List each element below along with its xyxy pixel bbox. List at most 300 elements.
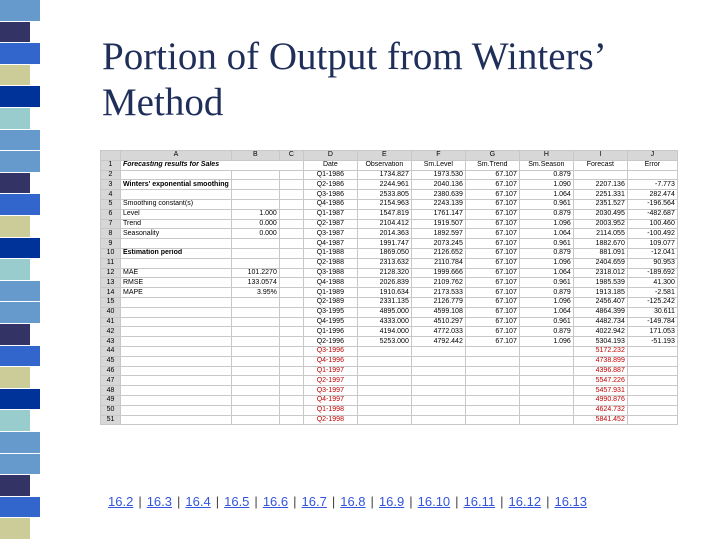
cell-a[interactable] (121, 376, 232, 386)
cell-j[interactable] (627, 356, 677, 366)
cell-d[interactable]: Q3-1997 (303, 386, 357, 396)
cell-b[interactable]: 133.0574 (231, 278, 279, 288)
cell-f[interactable]: 4792.442 (411, 337, 465, 347)
cell-d[interactable]: Q3-1987 (303, 229, 357, 239)
cell-e[interactable]: 2128.320 (357, 268, 411, 278)
cell-e[interactable]: Observation (357, 160, 411, 170)
cell-h[interactable]: 1.096 (519, 337, 573, 347)
cell-c[interactable] (279, 248, 303, 258)
cell-h[interactable]: 0.879 (519, 327, 573, 337)
row-header[interactable]: 15 (101, 297, 121, 307)
cell-j[interactable] (627, 415, 677, 425)
cell-e[interactable] (357, 376, 411, 386)
row-header[interactable]: 12 (101, 268, 121, 278)
cell-i[interactable]: 2003.952 (573, 219, 627, 229)
cell-g[interactable]: 67.107 (465, 209, 519, 219)
cell-g[interactable] (465, 366, 519, 376)
cell-g[interactable] (465, 376, 519, 386)
cell-a[interactable] (121, 366, 232, 376)
cell-c[interactable] (279, 395, 303, 405)
row-header[interactable]: 42 (101, 327, 121, 337)
cell-e[interactable]: 1991.747 (357, 239, 411, 249)
row-header[interactable]: 40 (101, 307, 121, 317)
cell-i[interactable]: 4624.732 (573, 405, 627, 415)
cell-i[interactable]: 1882.670 (573, 239, 627, 249)
cell-d[interactable]: Q4-1987 (303, 239, 357, 249)
cell-g[interactable]: 67.107 (465, 229, 519, 239)
cell-e[interactable] (357, 356, 411, 366)
cell-c[interactable] (279, 346, 303, 356)
cell-c[interactable] (279, 356, 303, 366)
row-header[interactable]: 48 (101, 386, 121, 396)
row-header[interactable]: 43 (101, 337, 121, 347)
cell-j[interactable] (627, 376, 677, 386)
cell-a[interactable] (121, 239, 232, 249)
cell-a[interactable] (121, 395, 232, 405)
cell-f[interactable]: 1999.666 (411, 268, 465, 278)
cell-b[interactable]: 3.95% (231, 288, 279, 298)
cell-i[interactable]: 2456.407 (573, 297, 627, 307)
cell-i[interactable]: 5547.226 (573, 376, 627, 386)
cell-d[interactable]: Q4-1997 (303, 395, 357, 405)
cell-i[interactable]: 2351.527 (573, 199, 627, 209)
cell-i[interactable]: 2404.659 (573, 258, 627, 268)
row-header[interactable]: 2 (101, 170, 121, 180)
cell-c[interactable] (279, 376, 303, 386)
cell-g[interactable]: 67.107 (465, 297, 519, 307)
cell-h[interactable] (519, 405, 573, 415)
cell-c[interactable] (279, 317, 303, 327)
cell-b[interactable]: 101.2270 (231, 268, 279, 278)
cell-c[interactable] (279, 366, 303, 376)
cell-d[interactable]: Q1-1997 (303, 366, 357, 376)
cell-j[interactable]: -125.242 (627, 297, 677, 307)
cell-c[interactable] (279, 180, 303, 190)
cell-f[interactable] (411, 395, 465, 405)
cell-e[interactable]: 4895.000 (357, 307, 411, 317)
cell-a[interactable] (121, 258, 232, 268)
cell-e[interactable] (357, 395, 411, 405)
section-link[interactable]: 16.11 (463, 494, 496, 509)
cell-h[interactable]: 0.961 (519, 317, 573, 327)
cell-d[interactable]: Q4-1986 (303, 199, 357, 209)
cell-c[interactable] (279, 288, 303, 298)
cell-i[interactable]: 5841.452 (573, 415, 627, 425)
cell-j[interactable] (627, 346, 677, 356)
cell-h[interactable]: 1.064 (519, 268, 573, 278)
cell-c[interactable] (279, 209, 303, 219)
cell-f[interactable] (411, 356, 465, 366)
cell-h[interactable]: 1.096 (519, 258, 573, 268)
cell-b[interactable] (231, 386, 279, 396)
cell-c[interactable] (279, 239, 303, 249)
row-header[interactable]: 49 (101, 395, 121, 405)
cell-f[interactable]: 1761.147 (411, 209, 465, 219)
cell-i[interactable]: 2030.495 (573, 209, 627, 219)
cell-c[interactable] (279, 337, 303, 347)
row-header[interactable]: 9 (101, 239, 121, 249)
cell-g[interactable] (465, 356, 519, 366)
cell-d[interactable]: Q4-1988 (303, 278, 357, 288)
cell-b[interactable] (231, 405, 279, 415)
cell-f[interactable]: Sm.Level (411, 160, 465, 170)
cell-d[interactable]: Q2-1987 (303, 219, 357, 229)
cell-j[interactable]: -196.564 (627, 199, 677, 209)
cell-d[interactable]: Q3-1988 (303, 268, 357, 278)
cell-c[interactable] (279, 219, 303, 229)
cell-f[interactable] (411, 386, 465, 396)
cell-b[interactable] (231, 297, 279, 307)
cell-j[interactable]: 90.953 (627, 258, 677, 268)
cell-f[interactable]: 4599.108 (411, 307, 465, 317)
cell-a[interactable] (121, 346, 232, 356)
row-header[interactable]: 51 (101, 415, 121, 425)
row-header[interactable]: 11 (101, 258, 121, 268)
cell-g[interactable] (465, 386, 519, 396)
cell-j[interactable]: -12.041 (627, 248, 677, 258)
cell-h[interactable] (519, 356, 573, 366)
section-link[interactable]: 16.7 (301, 494, 327, 509)
cell-a[interactable]: Winters' exponential smoothing (121, 180, 232, 190)
cell-d[interactable]: Q3-1995 (303, 307, 357, 317)
cell-j[interactable]: 171.053 (627, 327, 677, 337)
cell-g[interactable]: 67.107 (465, 278, 519, 288)
cell-e[interactable] (357, 405, 411, 415)
cell-c[interactable] (279, 229, 303, 239)
cell-i[interactable]: 2114.055 (573, 229, 627, 239)
cell-g[interactable] (465, 415, 519, 425)
cell-b[interactable] (231, 366, 279, 376)
cell-g[interactable]: 67.107 (465, 268, 519, 278)
cell-f[interactable]: 2380.639 (411, 190, 465, 200)
cell-h[interactable]: Sm.Season (519, 160, 573, 170)
cell-f[interactable]: 1973.530 (411, 170, 465, 180)
cell-d[interactable]: Q1-1988 (303, 248, 357, 258)
cell-c[interactable] (279, 405, 303, 415)
column-header[interactable] (101, 151, 121, 161)
cell-a[interactable] (121, 170, 232, 180)
cell-f[interactable] (411, 405, 465, 415)
cell-b[interactable] (231, 346, 279, 356)
cell-h[interactable] (519, 366, 573, 376)
cell-b[interactable] (231, 327, 279, 337)
row-header[interactable]: 45 (101, 356, 121, 366)
cell-a[interactable] (121, 327, 232, 337)
section-link[interactable]: 16.2 (108, 494, 134, 509)
cell-i[interactable]: 2251.331 (573, 190, 627, 200)
cell-b[interactable] (231, 199, 279, 209)
column-header[interactable]: A (121, 151, 232, 161)
cell-e[interactable]: 2244.961 (357, 180, 411, 190)
cell-c[interactable] (279, 297, 303, 307)
cell-d[interactable]: Date (303, 160, 357, 170)
row-header[interactable]: 46 (101, 366, 121, 376)
cell-g[interactable]: 67.107 (465, 239, 519, 249)
cell-f[interactable]: 2126.652 (411, 248, 465, 258)
column-header[interactable]: F (411, 151, 465, 161)
cell-d[interactable]: Q3-1996 (303, 346, 357, 356)
cell-i[interactable]: 4990.876 (573, 395, 627, 405)
column-header[interactable]: H (519, 151, 573, 161)
cell-h[interactable]: 0.961 (519, 199, 573, 209)
cell-c[interactable] (279, 415, 303, 425)
cell-e[interactable]: 2154.963 (357, 199, 411, 209)
cell-e[interactable]: 2533.805 (357, 190, 411, 200)
row-header[interactable]: 41 (101, 317, 121, 327)
cell-g[interactable] (465, 405, 519, 415)
cell-b[interactable] (231, 317, 279, 327)
cell-a[interactable] (121, 356, 232, 366)
cell-b[interactable] (231, 376, 279, 386)
column-header[interactable]: D (303, 151, 357, 161)
cell-c[interactable] (279, 386, 303, 396)
cell-h[interactable]: 1.064 (519, 229, 573, 239)
cell-h[interactable]: 0.879 (519, 209, 573, 219)
cell-h[interactable] (519, 346, 573, 356)
cell-h[interactable] (519, 386, 573, 396)
cell-i[interactable]: 5457.931 (573, 386, 627, 396)
cell-d[interactable]: Q1-1986 (303, 170, 357, 180)
cell-b[interactable]: 0.000 (231, 229, 279, 239)
cell-a[interactable]: Seasonality (121, 229, 232, 239)
cell-f[interactable]: 2243.139 (411, 199, 465, 209)
cell-a[interactable] (121, 337, 232, 347)
cell-e[interactable]: 1734.827 (357, 170, 411, 180)
cell-d[interactable]: Q1-1987 (303, 209, 357, 219)
cell-a[interactable] (121, 386, 232, 396)
cell-e[interactable] (357, 415, 411, 425)
cell-a[interactable]: Smoothing constant(s) (121, 199, 232, 209)
cell-i[interactable]: 1913.185 (573, 288, 627, 298)
cell-i[interactable]: 4396.887 (573, 366, 627, 376)
row-header[interactable]: 3 (101, 180, 121, 190)
cell-a[interactable]: Level (121, 209, 232, 219)
cell-d[interactable]: Q3-1986 (303, 190, 357, 200)
cell-g[interactable]: 67.107 (465, 258, 519, 268)
cell-i[interactable]: 4482.734 (573, 317, 627, 327)
row-header[interactable]: 50 (101, 405, 121, 415)
cell-d[interactable]: Q2-1996 (303, 337, 357, 347)
section-link[interactable]: 16.13 (554, 494, 588, 509)
cell-e[interactable]: 5253.000 (357, 337, 411, 347)
row-header[interactable]: 47 (101, 376, 121, 386)
cell-e[interactable] (357, 386, 411, 396)
column-header[interactable]: I (573, 151, 627, 161)
column-header[interactable]: B (231, 151, 279, 161)
cell-j[interactable]: -189.692 (627, 268, 677, 278)
cell-h[interactable]: 1.096 (519, 297, 573, 307)
row-header[interactable]: 13 (101, 278, 121, 288)
cell-c[interactable] (279, 268, 303, 278)
cell-g[interactable]: 67.107 (465, 170, 519, 180)
cell-i[interactable]: 2318.012 (573, 268, 627, 278)
cell-c[interactable] (279, 190, 303, 200)
cell-g[interactable]: 67.107 (465, 327, 519, 337)
cell-a[interactable]: MAPE (121, 288, 232, 298)
cell-j[interactable]: -7.773 (627, 180, 677, 190)
cell-h[interactable]: 1.096 (519, 219, 573, 229)
cell-d[interactable]: Q2-1998 (303, 415, 357, 425)
cell-d[interactable]: Q1-1996 (303, 327, 357, 337)
cell-i[interactable]: 5304.193 (573, 337, 627, 347)
cell-f[interactable]: 1919.507 (411, 219, 465, 229)
cell-e[interactable]: 2014.363 (357, 229, 411, 239)
cell-g[interactable]: 67.107 (465, 180, 519, 190)
cell-h[interactable]: 1.064 (519, 307, 573, 317)
cell-f[interactable]: 1892.597 (411, 229, 465, 239)
cell-b[interactable] (231, 258, 279, 268)
cell-g[interactable] (465, 395, 519, 405)
cell-j[interactable]: 41.300 (627, 278, 677, 288)
cell-h[interactable]: 0.961 (519, 278, 573, 288)
cell-f[interactable] (411, 376, 465, 386)
cell-d[interactable]: Q4-1995 (303, 317, 357, 327)
cell-j[interactable] (627, 170, 677, 180)
cell-a[interactable]: RMSE (121, 278, 232, 288)
cell-a[interactable] (121, 297, 232, 307)
cell-e[interactable] (357, 346, 411, 356)
cell-h[interactable]: 0.879 (519, 248, 573, 258)
cell-j[interactable]: 100.460 (627, 219, 677, 229)
cell-a[interactable] (121, 415, 232, 425)
cell-b[interactable]: 0.000 (231, 219, 279, 229)
cell-e[interactable] (357, 366, 411, 376)
cell-i[interactable]: 4864.399 (573, 307, 627, 317)
cell-j[interactable]: 282.474 (627, 190, 677, 200)
cell-h[interactable] (519, 415, 573, 425)
cell-b[interactable] (231, 415, 279, 425)
row-header[interactable]: 7 (101, 219, 121, 229)
cell-g[interactable] (465, 346, 519, 356)
cell-j[interactable] (627, 395, 677, 405)
cell-d[interactable]: Q1-1989 (303, 288, 357, 298)
cell-d[interactable]: Q2-1988 (303, 258, 357, 268)
section-link[interactable]: 16.9 (378, 494, 405, 509)
cell-a[interactable] (121, 317, 232, 327)
cell-f[interactable] (411, 415, 465, 425)
row-header[interactable]: 10 (101, 248, 121, 258)
cell-g[interactable]: 67.107 (465, 190, 519, 200)
cell-h[interactable]: 1.064 (519, 190, 573, 200)
cell-f[interactable]: 2073.245 (411, 239, 465, 249)
cell-g[interactable]: 67.107 (465, 219, 519, 229)
row-header[interactable]: 4 (101, 190, 121, 200)
cell-e[interactable]: 2313.632 (357, 258, 411, 268)
cell-h[interactable]: 1.090 (519, 180, 573, 190)
cell-f[interactable]: 2110.784 (411, 258, 465, 268)
cell-g[interactable]: Sm.Trend (465, 160, 519, 170)
row-header[interactable]: 8 (101, 229, 121, 239)
cell-c[interactable] (279, 278, 303, 288)
cell-g[interactable]: 67.107 (465, 288, 519, 298)
cell-e[interactable]: 1547.819 (357, 209, 411, 219)
cell-h[interactable] (519, 376, 573, 386)
cell-j[interactable]: 30.611 (627, 307, 677, 317)
cell-i[interactable]: Forecast (573, 160, 627, 170)
cell-c[interactable] (279, 258, 303, 268)
cell-i[interactable]: 5172.232 (573, 346, 627, 356)
cell-b[interactable] (231, 170, 279, 180)
cell-b[interactable]: 1.000 (231, 209, 279, 219)
cell-a[interactable]: Estimation period (121, 248, 232, 258)
cell-j[interactable] (627, 405, 677, 415)
cell-e[interactable]: 1869.050 (357, 248, 411, 258)
cell-j[interactable]: -100.492 (627, 229, 677, 239)
section-link[interactable]: 16.10 (417, 494, 451, 509)
cell-d[interactable]: Q1-1998 (303, 405, 357, 415)
cell-e[interactable]: 4333.000 (357, 317, 411, 327)
cell-b[interactable] (231, 337, 279, 347)
section-link[interactable]: 16.8 (340, 494, 366, 509)
cell-b[interactable] (231, 307, 279, 317)
cell-f[interactable] (411, 346, 465, 356)
cell-c[interactable] (279, 170, 303, 180)
cell-f[interactable]: 2109.762 (411, 278, 465, 288)
cell-h[interactable]: 0.961 (519, 239, 573, 249)
cell-a[interactable]: Forecasting results for Sales (121, 160, 304, 170)
cell-d[interactable]: Q4-1996 (303, 356, 357, 366)
cell-c[interactable] (279, 199, 303, 209)
cell-e[interactable]: 4194.000 (357, 327, 411, 337)
cell-b[interactable] (231, 356, 279, 366)
cell-j[interactable]: -51.193 (627, 337, 677, 347)
section-link[interactable]: 16.3 (146, 494, 173, 509)
cell-e[interactable]: 2026.839 (357, 278, 411, 288)
row-header[interactable]: 6 (101, 209, 121, 219)
cell-f[interactable] (411, 366, 465, 376)
cell-i[interactable]: 881.091 (573, 248, 627, 258)
cell-j[interactable]: -482.687 (627, 209, 677, 219)
row-header[interactable]: 5 (101, 199, 121, 209)
cell-j[interactable] (627, 386, 677, 396)
cell-b[interactable] (231, 395, 279, 405)
cell-a[interactable] (121, 307, 232, 317)
section-link[interactable]: 16.5 (224, 494, 250, 509)
cell-j[interactable]: -2.581 (627, 288, 677, 298)
cell-h[interactable]: 0.879 (519, 170, 573, 180)
cell-a[interactable]: MAE (121, 268, 232, 278)
cell-a[interactable] (121, 405, 232, 415)
cell-f[interactable]: 2173.533 (411, 288, 465, 298)
cell-h[interactable]: 0.879 (519, 288, 573, 298)
cell-e[interactable]: 2331.135 (357, 297, 411, 307)
cell-a[interactable]: Trend (121, 219, 232, 229)
cell-c[interactable] (279, 327, 303, 337)
cell-b[interactable] (231, 248, 279, 258)
cell-d[interactable]: Q2-1989 (303, 297, 357, 307)
cell-f[interactable]: 4510.297 (411, 317, 465, 327)
column-header[interactable]: G (465, 151, 519, 161)
cell-f[interactable]: 2040.136 (411, 180, 465, 190)
cell-f[interactable]: 4772.033 (411, 327, 465, 337)
cell-e[interactable]: 1910.634 (357, 288, 411, 298)
column-header[interactable]: E (357, 151, 411, 161)
cell-j[interactable]: -149.784 (627, 317, 677, 327)
cell-e[interactable]: 2104.412 (357, 219, 411, 229)
cell-g[interactable]: 67.107 (465, 248, 519, 258)
cell-b[interactable] (231, 239, 279, 249)
cell-i[interactable]: 4738.899 (573, 356, 627, 366)
row-header[interactable]: 1 (101, 160, 121, 170)
cell-i[interactable]: 1985.539 (573, 278, 627, 288)
cell-g[interactable]: 67.107 (465, 199, 519, 209)
cell-f[interactable]: 2126.779 (411, 297, 465, 307)
cell-j[interactable]: 109.077 (627, 239, 677, 249)
section-link[interactable]: 16.4 (185, 494, 211, 509)
cell-i[interactable]: 2207.136 (573, 180, 627, 190)
row-header[interactable]: 14 (101, 288, 121, 298)
cell-i[interactable]: 4022.942 (573, 327, 627, 337)
